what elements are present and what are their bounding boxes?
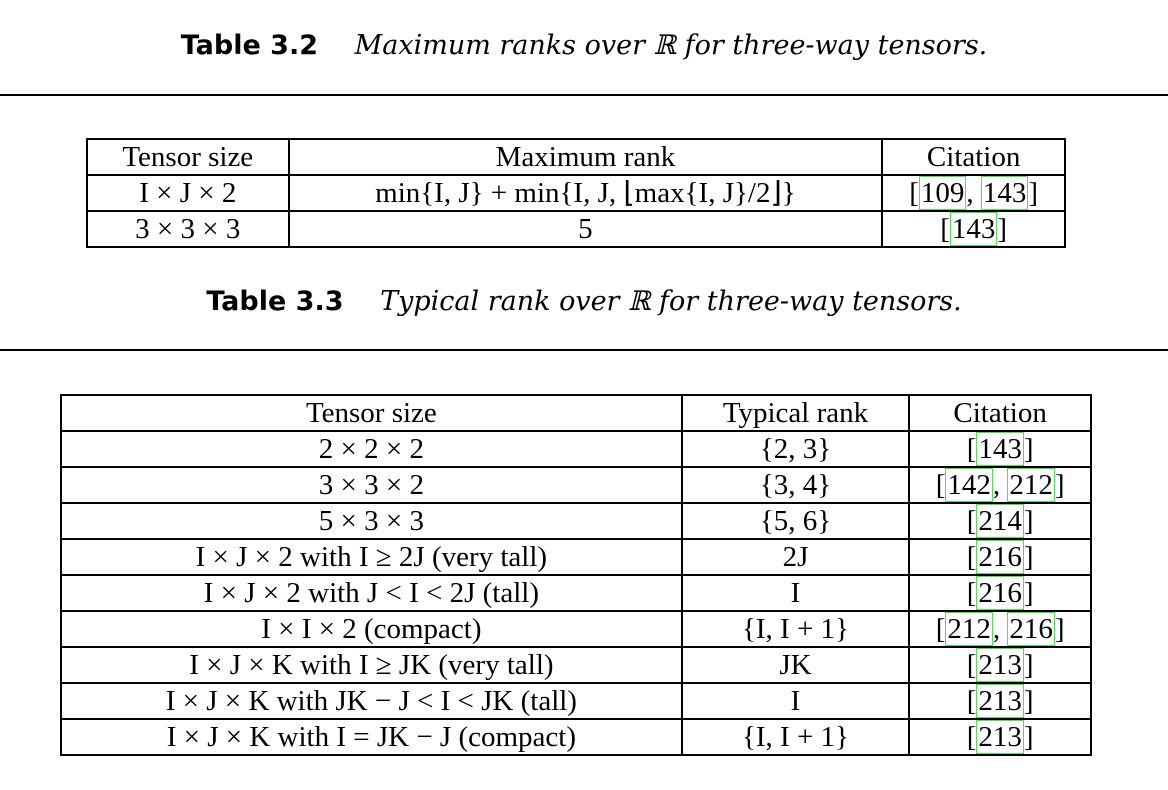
- rank-cell: 5: [289, 211, 883, 247]
- citation-cell: [142, 212]: [909, 467, 1091, 503]
- tensor-size-cell: 3 × 3 × 3: [87, 211, 289, 247]
- header-row: [87, 139, 1065, 175]
- rank-cell: 2J: [682, 539, 910, 575]
- column-header: Maximum rank: [289, 139, 883, 175]
- citation-cell: [109, 143]: [882, 175, 1065, 211]
- citation-cell: [213]: [909, 719, 1091, 755]
- citation-cell: [212, 216]: [909, 611, 1091, 647]
- table-3-2-caption: [0, 30, 1168, 61]
- citation-cell: [216]: [909, 539, 1091, 575]
- rank-cell: {2, 3}: [682, 431, 910, 467]
- tensor-size-cell: 5 × 3 × 3: [61, 503, 682, 539]
- table-row: [61, 539, 1091, 575]
- table-label: Table 3.2: [180, 30, 319, 61]
- table-row: [61, 611, 1091, 647]
- table-row: [61, 575, 1091, 611]
- rule: [0, 94, 1168, 96]
- table-3-2: [86, 138, 1066, 248]
- citation-cell: [213]: [909, 683, 1091, 719]
- tensor-size-cell: 2 × 2 × 2: [61, 431, 682, 467]
- tensor-size-cell: I × J × K with JK − J < I < JK (tall): [61, 683, 682, 719]
- citation-link[interactable]: 213: [978, 721, 1022, 753]
- rank-cell: I: [682, 683, 910, 719]
- rank-cell: {I, I + 1}: [682, 719, 910, 755]
- citation-link[interactable]: 143: [951, 213, 996, 245]
- rank-cell: I: [682, 575, 910, 611]
- citation-link[interactable]: 214: [978, 505, 1022, 537]
- rank-cell: {5, 6}: [682, 503, 910, 539]
- citation-cell: [143]: [882, 211, 1065, 247]
- table-label: Table 3.3: [206, 286, 344, 317]
- rank-cell: {I, I + 1}: [682, 611, 910, 647]
- citation-link[interactable]: 216: [978, 577, 1022, 609]
- citation-link[interactable]: 213: [978, 649, 1022, 681]
- table-caption-text: Maximum ranks over ℝ for three-way tensors.: [354, 30, 988, 61]
- tensor-size-cell: I × I × 2 (compact): [61, 611, 682, 647]
- citation-link[interactable]: 143: [978, 433, 1022, 465]
- tensor-size-cell: I × J × 2 with J < I < 2J (tall): [61, 575, 682, 611]
- table-row: [61, 683, 1091, 719]
- rank-cell: min{I, J} + min{I, J, ⌊max{I, J}/2⌋}: [289, 175, 883, 211]
- table-row: [87, 211, 1065, 247]
- rank-cell: JK: [682, 647, 910, 683]
- tensor-size-cell: I × J × K with I = JK − J (compact): [61, 719, 682, 755]
- table-row: [87, 175, 1065, 211]
- column-header: Typical rank: [682, 395, 910, 431]
- citation-cell: [216]: [909, 575, 1091, 611]
- table-row: [61, 719, 1091, 755]
- table-row: [61, 467, 1091, 503]
- table-row: [61, 503, 1091, 539]
- citation-cell: [214]: [909, 503, 1091, 539]
- tensor-size-cell: 3 × 3 × 2: [61, 467, 682, 503]
- rule: [0, 349, 1168, 351]
- citation-link[interactable]: 142: [947, 469, 991, 501]
- column-header: Citation: [909, 395, 1091, 431]
- citation-link[interactable]: 216: [1009, 613, 1053, 645]
- column-header: Citation: [882, 139, 1065, 175]
- citation-link[interactable]: 109: [920, 177, 965, 209]
- column-header: Tensor size: [87, 139, 289, 175]
- rank-cell: {3, 4}: [682, 467, 910, 503]
- header-row: [61, 395, 1091, 431]
- citation-link[interactable]: 212: [947, 613, 991, 645]
- citation-cell: [213]: [909, 647, 1091, 683]
- tensor-size-cell: I × J × 2: [87, 175, 289, 211]
- table-row: [61, 647, 1091, 683]
- citation-link[interactable]: 213: [978, 685, 1022, 717]
- column-header: Tensor size: [61, 395, 682, 431]
- citation-link[interactable]: 216: [978, 541, 1022, 573]
- table-row: [61, 431, 1091, 467]
- table-3-3-caption: [0, 286, 1168, 317]
- citation-link[interactable]: 143: [982, 177, 1027, 209]
- table-caption-text: Typical rank over ℝ for three-way tensors.: [380, 286, 962, 317]
- citation-cell: [143]: [909, 431, 1091, 467]
- citation-link[interactable]: 212: [1009, 469, 1053, 501]
- tensor-size-cell: I × J × K with I ≥ JK (very tall): [61, 647, 682, 683]
- tensor-size-cell: I × J × 2 with I ≥ 2J (very tall): [61, 539, 682, 575]
- table-3-3: [60, 394, 1092, 756]
